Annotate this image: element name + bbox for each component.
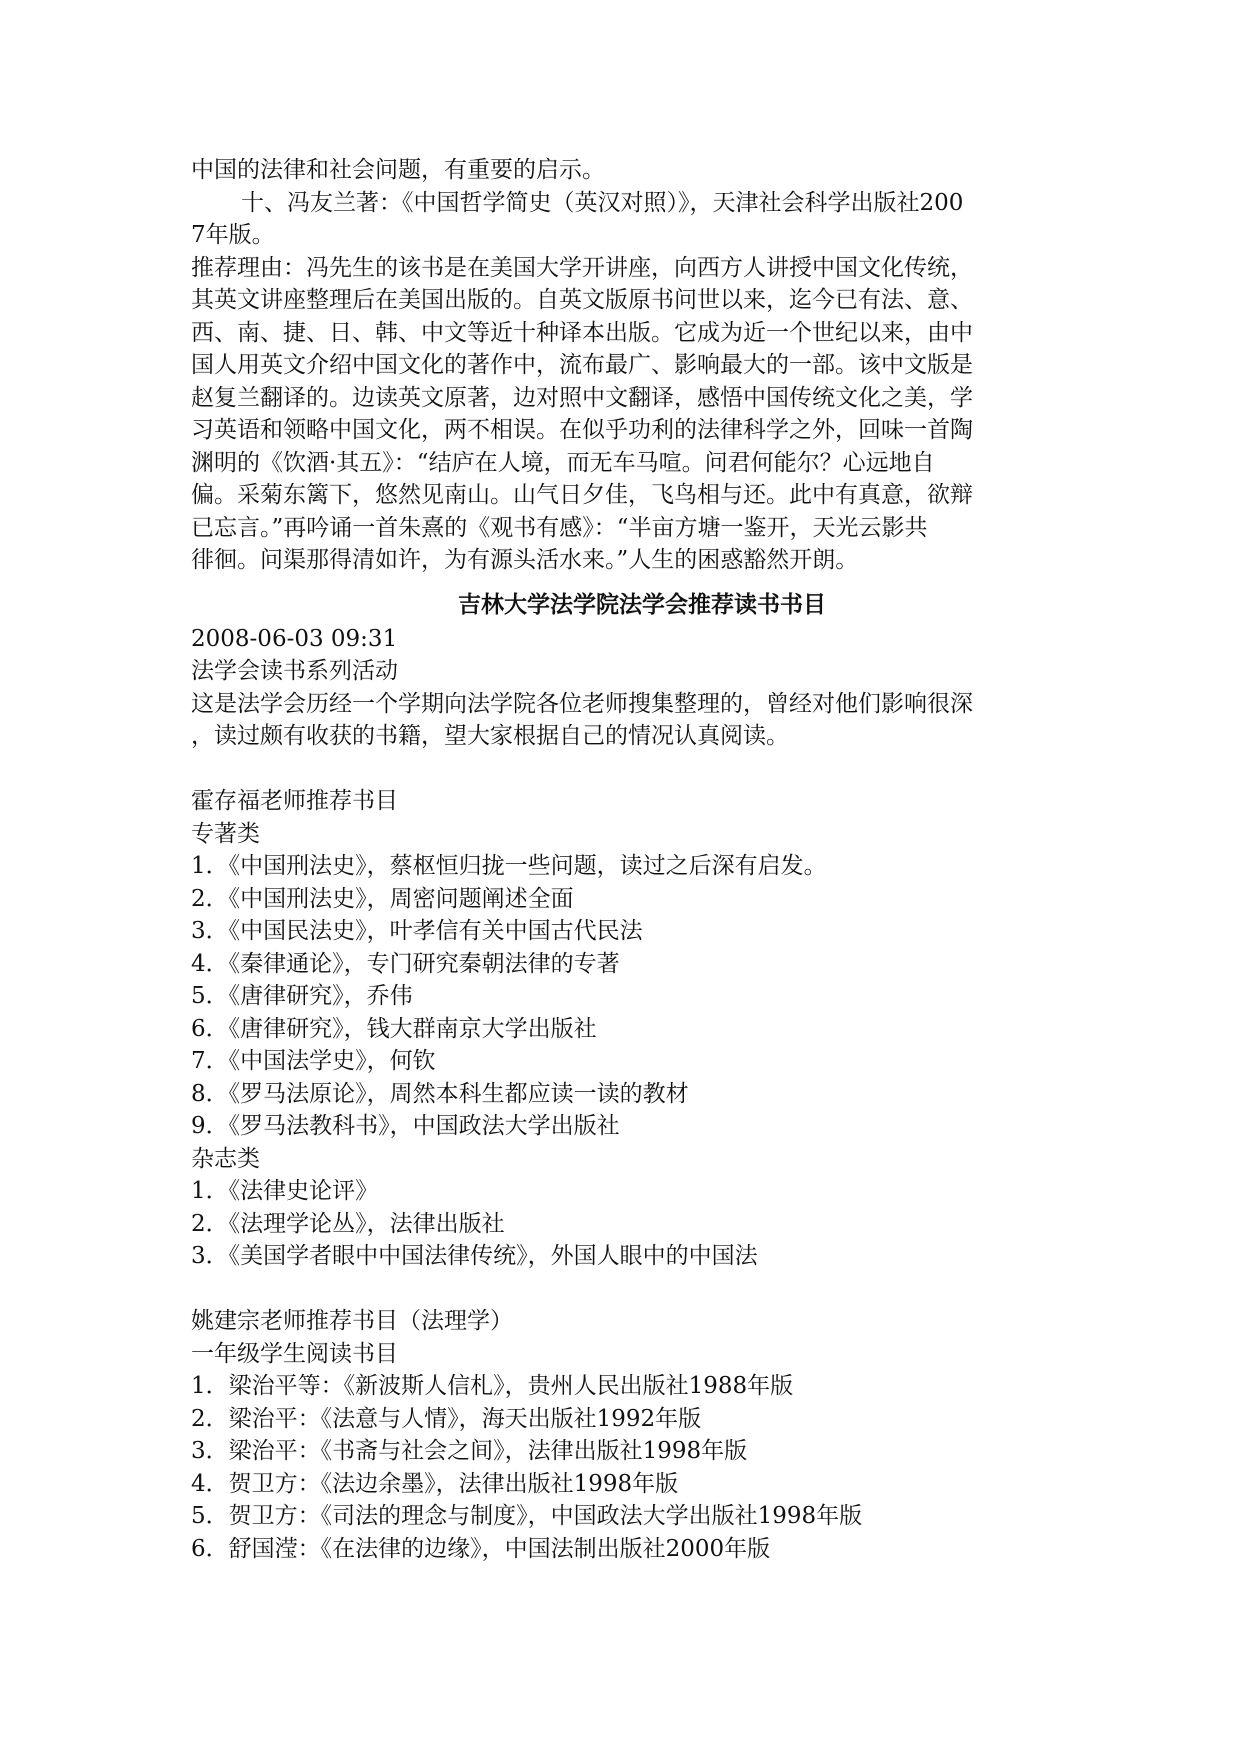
list-item: 4．贺卫方：《法边余墨》，法律出版社1998年版 [191,1470,679,1497]
recommendation-reason [191,252,1053,577]
article-datetime: 2008-06-03 09:31 [191,625,398,652]
list-item: 2．《中国刑法史》，周密问题阐述全面 [191,885,574,912]
huo-heading: 霍存福老师推荐书目 [191,788,398,814]
huo-section [191,785,1053,1273]
document-page [191,154,1053,1565]
list-item: 7．《中国法学史》，何钦 [191,1048,436,1074]
list-item: 2．梁治平：《法意与人情》，海天出版社1992年版 [191,1405,702,1432]
list-item: 5．贺卫方：《司法的理念与制度》，中国政法大学出版社1998年版 [191,1503,863,1529]
list-item: 3．《美国学者眼中中国法律传统》，外国人眼中的中国法 [191,1243,758,1269]
reason-line: 渊明的《饮酒·其五》：“结庐在人境，而无车马喧。问君何能尔？心远地自 [191,449,935,476]
book10-line-2: 7年版。 [191,222,275,248]
list-item: 6．《唐律研究》，钱大群南京大学出版社 [191,1015,597,1042]
article-intro-line: 这是法学会历经一个学期向法学院各位老师搜集整理的，曾经对他们影响很深 [191,690,973,717]
blank-line [191,1273,1053,1306]
list-item: 6．舒国滢：《在法律的边缘》，中国法制出版社2000年版 [191,1535,771,1562]
reason-line: 已忘言。”再吟诵一首朱熹的《观书有感》：“半亩方塘一鉴开，天光云影共 [191,514,928,541]
article-title: 吉林大学法学院法学会推荐读书书目 [458,590,826,618]
book10-line-1: 十、冯友兰著：《中国哲学简史（英汉对照）》，天津社会科学出版社200 [241,189,964,216]
yao-heading: 姚建宗老师推荐书目（法理学） [191,1308,513,1334]
reason-line: 西、南、捷、日、韩、中文等近十种译本出版。它成为近一个世纪以来，由中 [191,319,973,346]
list-item: 1．梁治平等：《新波斯人信札》，贵州人民出版社1988年版 [191,1373,794,1399]
reason-line: 习英语和领略中国文化，两不相误。在似乎功利的法律科学之外，回味一首陶 [191,417,973,443]
yao-section [191,1305,1053,1565]
list-item: 1．《中国刑法史》，蔡枢恒归拢一些问题，读过之后深有启发。 [191,853,827,879]
blank-line [191,753,1053,786]
huo-monographs-label: 专著类 [191,820,260,847]
list-item: 3．梁治平：《书斋与社会之间》，法律出版社1998年版 [191,1438,748,1464]
list-item: 8．《罗马法原论》，周然本科生都应读一读的教材 [191,1080,689,1107]
reason-line: 国人用英文介绍中国文化的著作中，流布最广、影响最大的一部。该中文版是 [191,352,973,378]
huo-journals-label: 杂志类 [191,1145,260,1172]
reason-line: 徘徊。问渠那得清如许，为有源头活水来。”人生的困惑豁然开朗。 [191,547,859,573]
list-item: 2．《法理学论丛》，法律出版社 [191,1210,505,1237]
yao-grade1-label: 一年级学生阅读书目 [191,1340,398,1367]
list-item: 9．《罗马法教科书》，中国政法大学出版社 [191,1113,620,1139]
intro-tail-text: 中国的法律和社会问题，有重要的启示。 [191,157,605,183]
article-activity: 法学会读书系列活动 [191,658,398,684]
article-intro-line: ，读过颇有收获的书籍，望大家根据自己的情况认真阅读。 [191,723,789,749]
reason-line: 赵复兰翻译的。边读英文原著，边对照中文翻译，感悟中国传统文化之美，学 [191,384,973,411]
reason-line: 推荐理由：冯先生的该书是在美国大学开讲座，向西方人讲授中国文化传统， [191,254,973,281]
list-item: 5．《唐律研究》，乔伟 [191,983,413,1009]
reason-line: 偏。采菊东篱下，悠然见南山。山气日夕佳，飞鸟相与还。此中有真意，欲辩 [191,482,973,508]
list-item: 3．《中国民法史》，叶孝信有关中国古代民法 [191,918,643,944]
reason-line: 其英文讲座整理后在美国出版的。自英文版原书问世以来，迄今已有法、意、 [191,287,973,313]
list-item: 1．《法律史论评》 [191,1178,379,1204]
list-item: 4．《秦律通论》，专门研究秦朝法律的专著 [191,950,620,977]
